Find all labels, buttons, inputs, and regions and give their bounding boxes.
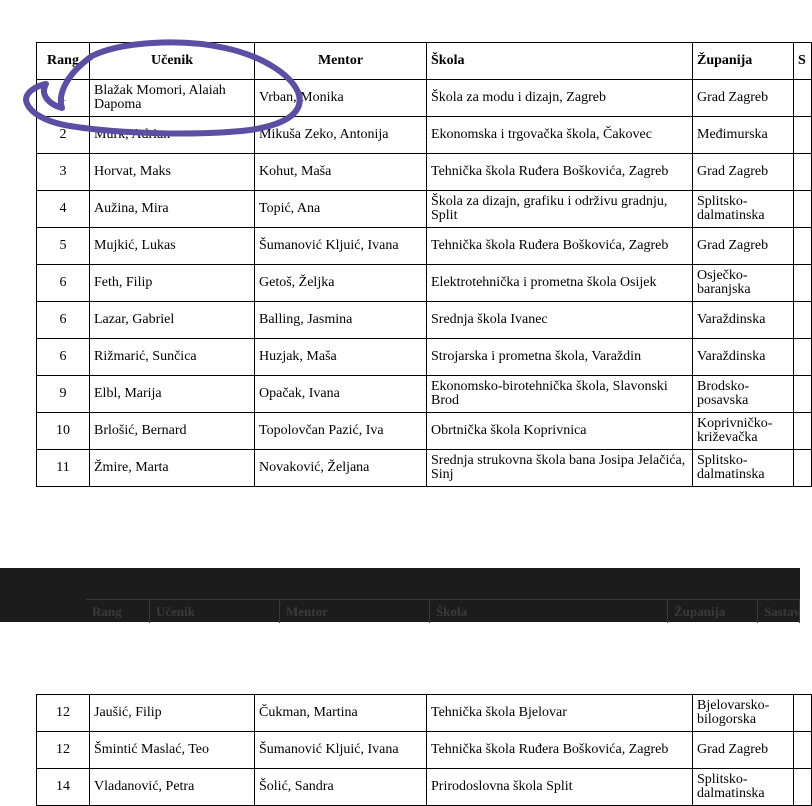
cell-rang: 10 (37, 413, 90, 450)
cell-mentor: Huzjak, Maša (255, 339, 427, 376)
cell-mentor: Čukman, Martina (255, 695, 427, 732)
cell-mentor: Novaković, Željana (255, 450, 427, 487)
table-body-bottom (37, 695, 812, 806)
cell-rang: 6 (37, 339, 90, 376)
table-row (37, 376, 812, 413)
table-header-row (37, 43, 812, 80)
header-mentor: Mentor (255, 43, 427, 80)
cell-extra (794, 191, 812, 228)
cell-extra (794, 732, 812, 769)
cell-mentor: Kohut, Maša (255, 154, 427, 191)
cell-ucenik: Murk, Adrian (90, 117, 255, 154)
cell-zupanija: Splitsko-dalmatinska (693, 769, 794, 806)
table-row (37, 265, 812, 302)
cell-zupanija: Brodsko-posavska (693, 376, 794, 413)
cell-mentor: Šumanović Kljuić, Ivana (255, 228, 427, 265)
cell-zupanija: Varaždinska (693, 339, 794, 376)
cell-skola: Tehnička škola Ruđera Boškovića, Zagreb (427, 228, 693, 265)
cell-extra (794, 339, 812, 376)
table-row (37, 117, 812, 154)
cell-skola: Ekonomsko-birotehnička škola, Slavonski Brod (427, 376, 693, 413)
cell-rang: 4 (37, 191, 90, 228)
header-zupanija: Županija (693, 43, 794, 80)
cell-ucenik: Brlošić, Bernard (90, 413, 255, 450)
cell-mentor: Balling, Jasmina (255, 302, 427, 339)
cell-zupanija: Splitsko-dalmatinska (693, 450, 794, 487)
table-row (37, 191, 812, 228)
cell-mentor: Topolovčan Pazić, Iva (255, 413, 427, 450)
cell-mentor: Šolić, Sandra (255, 769, 427, 806)
cell-ucenik: Rižmarić, Sunčica (90, 339, 255, 376)
header-extra: S (794, 43, 812, 80)
table-row (37, 154, 812, 191)
cell-skola: Tehnička škola Ruđera Boškovića, Zagreb (427, 732, 693, 769)
cell-ucenik: Žmire, Marta (90, 450, 255, 487)
cell-ucenik: Lazar, Gabriel (90, 302, 255, 339)
cell-zupanija: Grad Zagreb (693, 732, 794, 769)
results-table (36, 42, 812, 487)
cell-extra (794, 80, 812, 117)
ghost-header-cell: Županija (668, 600, 758, 623)
ghost-header-cell: Učenik (150, 600, 280, 623)
cell-ucenik: Horvat, Maks (90, 154, 255, 191)
cell-ucenik: Šmintić Maslać, Teo (90, 732, 255, 769)
cell-zupanija: Međimurska (693, 117, 794, 154)
ghost-header-cell: Sastav (758, 600, 800, 623)
cell-zupanija: Koprivničko-križevačka (693, 413, 794, 450)
cell-ucenik: Feth, Filip (90, 265, 255, 302)
cell-skola: Prirodoslovna škola Split (427, 769, 693, 806)
cell-ucenik: Aužina, Mira (90, 191, 255, 228)
cell-extra (794, 228, 812, 265)
cell-extra (794, 154, 812, 191)
ghost-header-cell: Rang (86, 600, 150, 623)
cell-mentor: Šumanović Kljuić, Ivana (255, 732, 427, 769)
cell-skola: Strojarska i prometna škola, Varaždin (427, 339, 693, 376)
table-row (37, 80, 812, 117)
table-row (37, 695, 812, 732)
cell-rang: 5 (37, 228, 90, 265)
table-row (37, 413, 812, 450)
table-row (37, 228, 812, 265)
cell-skola: Srednja škola Ivanec (427, 302, 693, 339)
table-row (37, 732, 812, 769)
table-row (37, 450, 812, 487)
cell-rang: 6 (37, 265, 90, 302)
cell-extra (794, 117, 812, 154)
cell-extra (794, 302, 812, 339)
cell-rang: 1 (37, 80, 90, 117)
cell-zupanija: Osječko-baranjska (693, 265, 794, 302)
header-skola: Škola (427, 43, 693, 80)
cell-mentor: Opačak, Ivana (255, 376, 427, 413)
ghost-header-cell: Mentor (280, 600, 430, 623)
cell-zupanija: Bjelovarsko-bilogorska (693, 695, 794, 732)
cell-zupanija: Varaždinska (693, 302, 794, 339)
cell-skola: Obrtnička škola Koprivnica (427, 413, 693, 450)
cell-zupanija: Grad Zagreb (693, 228, 794, 265)
table-row (37, 769, 812, 806)
cell-mentor: Vrban, Monika (255, 80, 427, 117)
cell-extra (794, 265, 812, 302)
cell-mentor: Topić, Ana (255, 191, 427, 228)
cell-rang: 14 (37, 769, 90, 806)
cell-zupanija: Grad Zagreb (693, 154, 794, 191)
cell-mentor: Getoš, Željka (255, 265, 427, 302)
cell-ucenik: Mujkić, Lukas (90, 228, 255, 265)
cell-extra (794, 376, 812, 413)
cell-skola: Ekonomska i trgovačka škola, Čakovec (427, 117, 693, 154)
cell-extra (794, 695, 812, 732)
cell-zupanija: Grad Zagreb (693, 80, 794, 117)
cell-skola: Tehnička škola Ruđera Boškovića, Zagreb (427, 154, 693, 191)
table-row (37, 339, 812, 376)
cell-extra (794, 769, 812, 806)
cell-rang: 12 (37, 732, 90, 769)
cell-extra (794, 450, 812, 487)
cell-skola: Škola za dizajn, grafiku i održivu gradnju, Split (427, 191, 693, 228)
cell-mentor: Mikuša Zeko, Antonija (255, 117, 427, 154)
cell-ucenik: Elbl, Marija (90, 376, 255, 413)
cell-skola: Elektrotehnička i prometna škola Osijek (427, 265, 693, 302)
cell-rang: 6 (37, 302, 90, 339)
cell-rang: 2 (37, 117, 90, 154)
header-rang: Rang (37, 43, 90, 80)
table-row (37, 302, 812, 339)
cell-zupanija: Splitsko-dalmatinska (693, 191, 794, 228)
cell-rang: 3 (37, 154, 90, 191)
ghost-table-header (86, 599, 800, 623)
cell-rang: 12 (37, 695, 90, 732)
cell-ucenik: Jaušić, Filip (90, 695, 255, 732)
table-body-top (37, 80, 812, 487)
results-table-continued (36, 694, 812, 806)
cell-ucenik: Vladanović, Petra (90, 769, 255, 806)
cell-skola: Tehnička škola Bjelovar (427, 695, 693, 732)
cell-extra (794, 413, 812, 450)
cell-rang: 11 (37, 450, 90, 487)
ghost-header-cell: Škola (430, 600, 668, 623)
cell-rang: 9 (37, 376, 90, 413)
cell-skola: Srednja strukovna škola bana Josipa Jelačića, Sinj (427, 450, 693, 487)
cell-skola: Škola za modu i dizajn, Zagreb (427, 80, 693, 117)
cell-ucenik: Blažak Momori, Alaiah Dapoma (90, 80, 255, 117)
header-ucenik: Učenik (90, 43, 255, 80)
